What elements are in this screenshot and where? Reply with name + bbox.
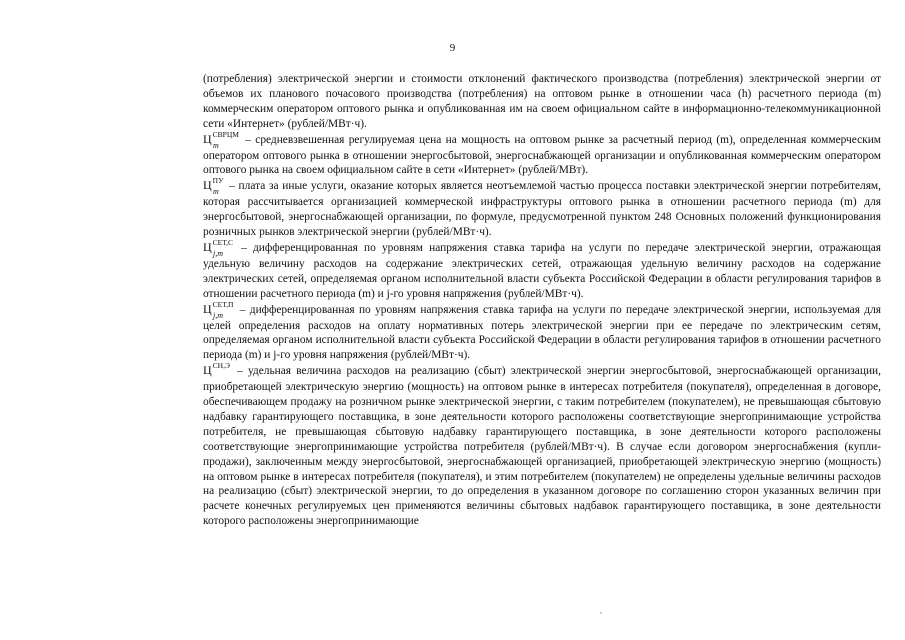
definition-text: – плата за иные услуги, оказание которых является неотъемлемой частью процесса поставки электрической энергии потребителям, которая рассчитывается организацией коммерческой инфраструктуры оптового рынка в отношении расчетного периода (m) для энергосбытовой, энергоснабжающей организации, по формуле, предусмотренной пунктом 248 Основных положений функционирования розничных рынков электрической энергии (рублей/МВт·ч). xyxy=(203,180,881,239)
scan-speck xyxy=(600,612,602,614)
page-number: 9 xyxy=(449,42,456,54)
formula-symbol: $Ц^{ПУ}$ m xyxy=(203,176,224,197)
definition-ts-svrtsm xyxy=(203,129,881,179)
definition-ts-pu xyxy=(203,178,881,240)
formula-symbol: $Ц^{СЕТ,С}$ j,m xyxy=(203,237,233,258)
intro-paragraph: (потребления) электрической энергии и стоимости отклонений фактического производства (потребления) электрической энергии от объемов их планового почасового производства (потребления) на оптовом рынке в отношении часа (h) расчетного периода (m) коммерческим оператором оптового рынка и опубликованная им на своем официальном сайте в информационно-телекоммуникационной сети «Интернет» (рублей/МВт·ч). xyxy=(203,73,881,130)
formula-symbol: $Ц^{СН,Э}$ xyxy=(203,361,230,378)
definition-ts-set-p xyxy=(203,299,881,364)
definition-text: – удельная величина расходов на реализацию (сбыт) электрической энергии энергосбытовой, энергоснабжающей организации, приобретающей электрическую энергию (мощность) на оптовом рынке в интересах потребителя (покупателя), определенная в договоре, обеспечивающем продажу на розничном рынке электрической энергии, с таким потребителем (покупателем), не превышающая сбытовую надбавку гарантирующего поставщика, в зоне деятельности которого расположены соответствующие энергопринимающие устройства потребителя, не превышающая сбытовую надбавку гарантирующего поставщика, в зоне деятельности которого расположены соответствующие энергопринимающие устройства потребителя (рублей/МВт·ч). В случае если договором энергоснабжения (купли-продажи), заключенным между энергосбытовой, энергоснабжающей организацией, приобретающей электрическую энергию (мощность) на оптовом рынке в интересах потребителя (покупателя), и этим потребителем (покупателем) не определены удельные величины расходов на реализацию (сбыт) электрической энергии, то до определения в указанном договоре по соглашению сторон указанных величин при расчете конечных регулируемых цен применяются величины сбытовых надбавок гарантирующего поставщика, в зоне деятельности которого расположены энергопринимающие xyxy=(203,365,881,528)
definition-ts-sn-e xyxy=(203,363,881,529)
definition-text: – дифференцированная по уровням напряжения ставка тарифа на услуги по передаче электрической энергии, используемая для целей определения расходов на оплату нормативных потерь электрической энергии при ее передаче по электрическим сетям, определяемая органом исполнительной власти субъекта Российской Федерации в области регулирования тарифов в отношении расчетного периода (m) и j-го уровня напряжения (рублей/МВт·ч). xyxy=(203,303,881,362)
formula-symbol: $Ц^{СЕТ,П}$ j,m xyxy=(203,299,234,320)
definition-text: – средневзвешенная регулируемая цена на мощность на оптовом рынке за расчетный период (m), определенная коммерческим оператором оптового рынка в отношении энергосбытовой, энергоснабжающей организации и опубликованная коммерческим оператором оптового рынка на своем официальном сайте в сети «Интернет» (рублей/МВт). xyxy=(203,133,881,177)
definition-text: – дифференцированная по уровням напряжения ставка тарифа на услуги по передаче электрической энергии, отражающая удельную величину расходов на содержание электрических сетей, отражающая удельную величину расходов на содержание электрических сетей, определяемая органом исполнительной власти субъекта Российской Федерации в области регулирования тарифов в отношении расчетного периода (m) и j-го уровня напряжения (рублей/МВт·ч). xyxy=(203,241,881,300)
definition-ts-set-s xyxy=(203,237,881,302)
document-body xyxy=(203,72,881,529)
formula-symbol: $Ц^{СВРЦМ}$ m xyxy=(203,129,239,150)
